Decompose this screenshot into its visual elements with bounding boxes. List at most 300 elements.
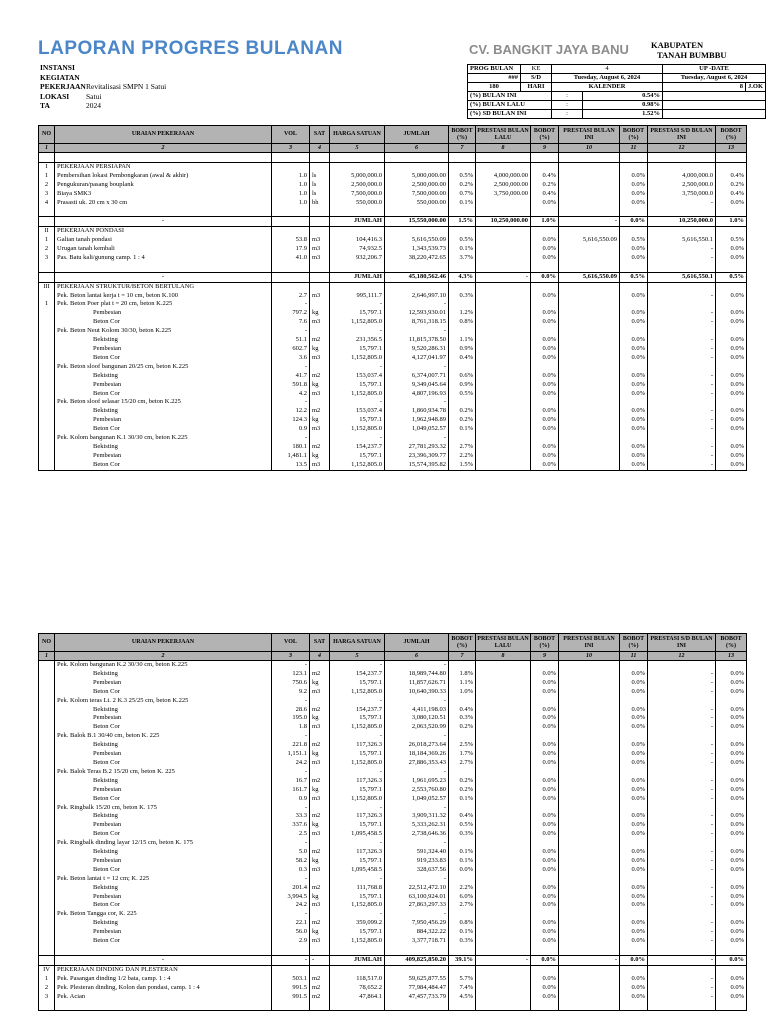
- weight-pct: [449, 661, 476, 670]
- current-progress: [559, 398, 620, 407]
- cumulative-weight-pct: 0.0%: [716, 759, 747, 768]
- cumulative-weight-pct: 0.0%: [716, 884, 747, 893]
- prev-progress: [476, 937, 531, 946]
- unit: [310, 661, 330, 670]
- cumulative-weight-pct: 0.0%: [716, 309, 747, 318]
- weight-pct: 6.0%: [449, 893, 476, 902]
- weight-pct: 3.7%: [449, 254, 476, 263]
- cumulative-weight-pct: [716, 227, 747, 236]
- column-header: SAT: [310, 634, 330, 652]
- row-number: 3: [39, 993, 55, 1002]
- work-description: [55, 1001, 272, 1010]
- current-weight-pct: 0.0%: [620, 345, 648, 354]
- current-progress: [559, 443, 620, 452]
- row-number: [39, 688, 55, 697]
- current-weight-pct: 0.0%: [620, 919, 648, 928]
- current-progress: [559, 795, 620, 804]
- work-description: -: [55, 272, 272, 282]
- unit: kg: [310, 714, 330, 723]
- prev-progress: [476, 236, 531, 245]
- amount: 3,377,718.71: [385, 937, 449, 946]
- amount: 9,349,045.64: [385, 381, 449, 390]
- volume: -: [272, 955, 310, 965]
- column-number: 3: [272, 144, 310, 153]
- volume: [272, 207, 310, 216]
- weight-pct: 0.2%: [449, 777, 476, 786]
- current-weight-pct: 0.0%: [620, 254, 648, 263]
- unit: m2: [310, 975, 330, 984]
- work-description: Pembesian: [55, 714, 272, 723]
- table-row: [39, 363, 747, 372]
- unit-price: -: [330, 839, 385, 848]
- current-weight-pct: 0.0%: [620, 777, 648, 786]
- amount: 2,500,000.00: [385, 181, 449, 190]
- column-number: 2: [55, 144, 272, 153]
- row-number: [39, 910, 55, 919]
- row-number: III: [39, 282, 55, 291]
- unit-price: 5,000,000.0: [330, 172, 385, 181]
- current-weight-pct: 0.0%: [620, 381, 648, 390]
- row-number: [39, 893, 55, 902]
- cumulative-progress: [648, 434, 716, 443]
- table-row: [39, 407, 747, 416]
- unit-price: 154,237.7: [330, 706, 385, 715]
- weight-pct: 4.5%: [449, 993, 476, 1002]
- unit: [310, 875, 330, 884]
- weight-pct: 0.9%: [449, 345, 476, 354]
- volume: [272, 162, 310, 171]
- row-number: IV: [39, 965, 55, 974]
- unit: [310, 207, 330, 216]
- prev-weight-pct: 0.0%: [531, 443, 559, 452]
- cumulative-progress: -: [648, 866, 716, 875]
- current-progress: [559, 919, 620, 928]
- cumulative-weight-pct: [716, 363, 747, 372]
- unit-price: 15,797.1: [330, 381, 385, 390]
- column-number: 2: [55, 652, 272, 661]
- row-number: 1: [39, 300, 55, 309]
- volume: [272, 965, 310, 974]
- unit: bh: [310, 199, 330, 208]
- column-number: 1: [39, 144, 55, 153]
- amount: [385, 153, 449, 163]
- row-number: [39, 263, 55, 272]
- prev-weight-pct: [531, 804, 559, 813]
- amount: -: [385, 875, 449, 884]
- table-row: [39, 848, 747, 857]
- info-row: [40, 73, 166, 83]
- report-title: LAPORAN PROGRES BULANAN: [38, 38, 343, 59]
- cumulative-weight-pct: [716, 839, 747, 848]
- cumulative-weight-pct: 1.0%: [716, 217, 747, 227]
- unit: m3: [310, 318, 330, 327]
- row-number: [39, 884, 55, 893]
- volume: 161.7: [272, 786, 310, 795]
- amount: 1,962,948.89: [385, 416, 449, 425]
- row-number: [39, 714, 55, 723]
- work-description: [55, 207, 272, 216]
- current-weight-pct: 0.0%: [620, 390, 648, 399]
- row-number: [39, 318, 55, 327]
- prev-progress: [476, 875, 531, 884]
- current-progress: 5,616,550.09: [559, 236, 620, 245]
- row-number: [39, 759, 55, 768]
- volume: 9.2: [272, 688, 310, 697]
- table-row: [39, 181, 747, 190]
- unit-price: 1,152,805.0: [330, 759, 385, 768]
- unit-price: -: [330, 732, 385, 741]
- amount: 18,184,369.26: [385, 750, 449, 759]
- prev-progress: [476, 910, 531, 919]
- table-row: [39, 706, 747, 715]
- unit-price: 15,797.1: [330, 786, 385, 795]
- amount: 47,457,733.79: [385, 993, 449, 1002]
- amount: 3,909,311.32: [385, 812, 449, 821]
- cumulative-progress: -: [648, 857, 716, 866]
- prev-progress: [476, 245, 531, 254]
- unit-price: 1,152,805.0: [330, 461, 385, 470]
- unit: [310, 282, 330, 291]
- cumulative-progress: [648, 363, 716, 372]
- amount: 27,781,293.32: [385, 443, 449, 452]
- cumulative-progress: [648, 910, 716, 919]
- subtotal-row: [39, 272, 747, 282]
- volume: 24.2: [272, 901, 310, 910]
- prev-weight-pct: [531, 910, 559, 919]
- volume: [272, 1001, 310, 1010]
- row-number: 3: [39, 254, 55, 263]
- volume: [272, 217, 310, 227]
- info-row: [40, 63, 166, 73]
- unit: m3: [310, 425, 330, 434]
- current-weight-pct: [620, 434, 648, 443]
- work-description: Beton Cor: [55, 461, 272, 470]
- volume: 4.2: [272, 390, 310, 399]
- unit-price: 78,652.2: [330, 984, 385, 993]
- prev-progress: [476, 777, 531, 786]
- prev-weight-pct: 0.0%: [531, 750, 559, 759]
- unit-price: [330, 153, 385, 163]
- prev-progress: [476, 309, 531, 318]
- volume: 17.9: [272, 245, 310, 254]
- volume: 195.0: [272, 714, 310, 723]
- amount: 328,637.56: [385, 866, 449, 875]
- amount: 7,950,456.29: [385, 919, 449, 928]
- cumulative-weight-pct: [716, 946, 747, 955]
- table-row: [39, 354, 747, 363]
- column-header: NO: [39, 634, 55, 652]
- current-weight-pct: 0.0%: [620, 452, 648, 461]
- prev-progress: [476, 857, 531, 866]
- weight-pct: [449, 300, 476, 309]
- cumulative-weight-pct: 0.0%: [716, 452, 747, 461]
- cumulative-progress: -: [648, 354, 716, 363]
- row-number: 1: [39, 975, 55, 984]
- cumulative-weight-pct: 0.5%: [716, 272, 747, 282]
- volume: -: [272, 697, 310, 706]
- prev-progress: [476, 714, 531, 723]
- amount: 12,593,930.01: [385, 309, 449, 318]
- prev-weight-pct: 0.0%: [531, 452, 559, 461]
- amount: 1,961,695.23: [385, 777, 449, 786]
- current-progress: [559, 336, 620, 345]
- unit: m2: [310, 741, 330, 750]
- unit-price: [330, 282, 385, 291]
- table-row: [39, 723, 747, 732]
- region-label: [651, 40, 727, 60]
- weight-pct: 0.1%: [449, 245, 476, 254]
- unit: kg: [310, 679, 330, 688]
- table-row: [39, 777, 747, 786]
- cumulative-weight-pct: 0.0%: [716, 425, 747, 434]
- column-number: 3: [272, 652, 310, 661]
- pct-this-month-value: 0.54%: [583, 92, 663, 101]
- table-body: [39, 661, 747, 1011]
- cumulative-weight-pct: 0.0%: [716, 461, 747, 470]
- unit-price: 154,237.7: [330, 443, 385, 452]
- unit-price: -: [330, 875, 385, 884]
- current-progress: [559, 688, 620, 697]
- table-row: [39, 884, 747, 893]
- current-progress: [559, 723, 620, 732]
- current-progress: [559, 750, 620, 759]
- work-description: Beton Cor: [55, 318, 272, 327]
- current-progress: [559, 679, 620, 688]
- amount: 23,396,309.77: [385, 452, 449, 461]
- cumulative-weight-pct: 0.0%: [716, 688, 747, 697]
- work-description: [55, 153, 272, 163]
- prev-progress: [476, 227, 531, 236]
- prev-progress: [476, 199, 531, 208]
- table-row: [39, 857, 747, 866]
- prev-progress: [476, 300, 531, 309]
- unit-price: [330, 207, 385, 216]
- cumulative-progress: [648, 965, 716, 974]
- cumulative-weight-pct: [716, 768, 747, 777]
- amount: 4,411,198.03: [385, 706, 449, 715]
- weight-pct: 1.1%: [449, 336, 476, 345]
- table-row: [39, 336, 747, 345]
- current-weight-pct: 0.0%: [620, 741, 648, 750]
- amount: 27,886,353.43: [385, 759, 449, 768]
- current-progress: [559, 875, 620, 884]
- cumulative-weight-pct: 0.0%: [716, 390, 747, 399]
- weight-pct: [449, 1001, 476, 1010]
- pct-sep: :: [552, 92, 583, 101]
- unit-price: 153,037.4: [330, 372, 385, 381]
- prev-weight-pct: 0.0%: [531, 723, 559, 732]
- volume: -: [272, 363, 310, 372]
- row-number: 2: [39, 245, 55, 254]
- current-weight-pct: 0.0%: [620, 893, 648, 902]
- cumulative-weight-pct: 0.0%: [716, 741, 747, 750]
- prev-progress: [476, 679, 531, 688]
- amount: 1,860,934.78: [385, 407, 449, 416]
- current-progress: [559, 372, 620, 381]
- prev-progress: [476, 688, 531, 697]
- prev-weight-pct: 0.0%: [531, 786, 559, 795]
- cumulative-weight-pct: 0.0%: [716, 857, 747, 866]
- current-progress: [559, 984, 620, 993]
- current-progress: [559, 670, 620, 679]
- weight-pct: 0.2%: [449, 181, 476, 190]
- table-row: [39, 372, 747, 381]
- unit-price: 74,932.5: [330, 245, 385, 254]
- cumulative-weight-pct: 0.4%: [716, 172, 747, 181]
- unit: -: [310, 955, 330, 965]
- work-description: Pembesian: [55, 452, 272, 461]
- cumulative-progress: -: [648, 975, 716, 984]
- cumulative-weight-pct: 0.0%: [716, 199, 747, 208]
- unit: m3: [310, 292, 330, 301]
- table-row: [39, 434, 747, 443]
- current-weight-pct: [620, 263, 648, 272]
- weight-pct: 0.4%: [449, 812, 476, 821]
- row-number: [39, 407, 55, 416]
- prev-progress: [476, 884, 531, 893]
- work-description: Beton Cor: [55, 901, 272, 910]
- current-progress: [559, 830, 620, 839]
- column-header: BOBOT (%): [531, 126, 559, 144]
- current-progress: [559, 181, 620, 190]
- table-row: [39, 993, 747, 1002]
- work-description: Pek. Beton sloof bangunan 20/25 cm, beton K.225: [55, 363, 272, 372]
- current-progress: [559, 381, 620, 390]
- cumulative-progress: [648, 1001, 716, 1010]
- ke-label: KE: [521, 65, 552, 74]
- column-header: PRESTASI BULAN INI: [559, 634, 620, 652]
- blank-row: [39, 946, 747, 955]
- cumulative-progress: 4,000,000.0: [648, 172, 716, 181]
- table-row: [39, 381, 747, 390]
- work-description: Pek. Beton lantai kerja t = 10 cm, beton K.100: [55, 292, 272, 301]
- row-number: [39, 1001, 55, 1010]
- row-number: [39, 750, 55, 759]
- weight-pct: 0.1%: [449, 857, 476, 866]
- current-progress: [559, 282, 620, 291]
- volume: 602.7: [272, 345, 310, 354]
- work-description: Pek. Beton lantai t = 12 cm; K. 225: [55, 875, 272, 884]
- cumulative-progress: -: [648, 786, 716, 795]
- cumulative-progress: [648, 398, 716, 407]
- table-row: [39, 318, 747, 327]
- volume: 13.5: [272, 461, 310, 470]
- current-progress: [559, 661, 620, 670]
- prev-weight-pct: 0.0%: [531, 245, 559, 254]
- amount: 5,616,550.09: [385, 236, 449, 245]
- unit-price: 15,797.1: [330, 714, 385, 723]
- column-header: PRESTASI S/D BULAN INI: [648, 126, 716, 144]
- row-number: [39, 928, 55, 937]
- table-row: [39, 821, 747, 830]
- prev-progress: [476, 381, 531, 390]
- column-header: URAIAN PEKERJAAN: [55, 126, 272, 144]
- unit: ls: [310, 190, 330, 199]
- current-weight-pct: 0.5%: [620, 272, 648, 282]
- current-progress: [559, 263, 620, 272]
- unit: [310, 1001, 330, 1010]
- row-number: [39, 777, 55, 786]
- amount: -: [385, 398, 449, 407]
- prev-weight-pct: [531, 1001, 559, 1010]
- weight-pct: 0.3%: [449, 714, 476, 723]
- unit-price: 995,111.7: [330, 292, 385, 301]
- row-number: [39, 955, 55, 965]
- cumulative-progress: -: [648, 452, 716, 461]
- prev-weight-pct: [531, 300, 559, 309]
- volume: [272, 946, 310, 955]
- amount: 4,807,196.93: [385, 390, 449, 399]
- work-description: Beton Cor: [55, 866, 272, 875]
- cumulative-progress: -: [648, 318, 716, 327]
- weight-pct: 0.2%: [449, 416, 476, 425]
- unit: kg: [310, 452, 330, 461]
- cumulative-progress: -: [648, 245, 716, 254]
- column-number: 10: [559, 144, 620, 153]
- unit-price: 104,416.3: [330, 236, 385, 245]
- unit-price: -: [330, 910, 385, 919]
- pct-sep: :: [552, 101, 583, 110]
- cumulative-weight-pct: 0.0%: [716, 723, 747, 732]
- current-progress: [559, 901, 620, 910]
- prev-progress: [476, 919, 531, 928]
- unit: m3: [310, 354, 330, 363]
- volume: 591.8: [272, 381, 310, 390]
- weight-pct: 0.9%: [449, 381, 476, 390]
- volume: 33.3: [272, 812, 310, 821]
- prev-progress: [476, 723, 531, 732]
- cumulative-progress: -: [648, 714, 716, 723]
- cumulative-progress: -: [648, 407, 716, 416]
- weight-pct: 0.2%: [449, 723, 476, 732]
- cumulative-progress: [648, 768, 716, 777]
- prev-progress: [476, 327, 531, 336]
- info-key: TA: [40, 101, 50, 110]
- prev-weight-pct: 0.0%: [531, 866, 559, 875]
- weight-pct: 1.8%: [449, 670, 476, 679]
- cumulative-weight-pct: 0.0%: [716, 254, 747, 263]
- cumulative-weight-pct: 0.0%: [716, 381, 747, 390]
- row-number: [39, 461, 55, 470]
- column-number: 4: [310, 652, 330, 661]
- current-progress: [559, 884, 620, 893]
- current-weight-pct: 0.0%: [620, 407, 648, 416]
- cumulative-weight-pct: 0.0%: [716, 407, 747, 416]
- column-header: SAT: [310, 126, 330, 144]
- cumulative-progress: -: [648, 777, 716, 786]
- current-progress: [559, 768, 620, 777]
- row-number: [39, 919, 55, 928]
- row-number: [39, 416, 55, 425]
- amount: -: [385, 910, 449, 919]
- pct-sep: :: [552, 110, 583, 119]
- prev-progress: [476, 706, 531, 715]
- current-weight-pct: 0.0%: [620, 706, 648, 715]
- row-number: [39, 830, 55, 839]
- cumulative-progress: -: [648, 741, 716, 750]
- cumulative-progress: [648, 804, 716, 813]
- row-number: [39, 390, 55, 399]
- weight-pct: 0.1%: [449, 928, 476, 937]
- sd-label: S/D: [521, 74, 552, 83]
- cumulative-weight-pct: 0.0%: [716, 372, 747, 381]
- prev-progress: [476, 345, 531, 354]
- volume: 0.9: [272, 425, 310, 434]
- current-progress: [559, 390, 620, 399]
- prev-weight-pct: [531, 965, 559, 974]
- amount: [385, 946, 449, 955]
- unit: [310, 946, 330, 955]
